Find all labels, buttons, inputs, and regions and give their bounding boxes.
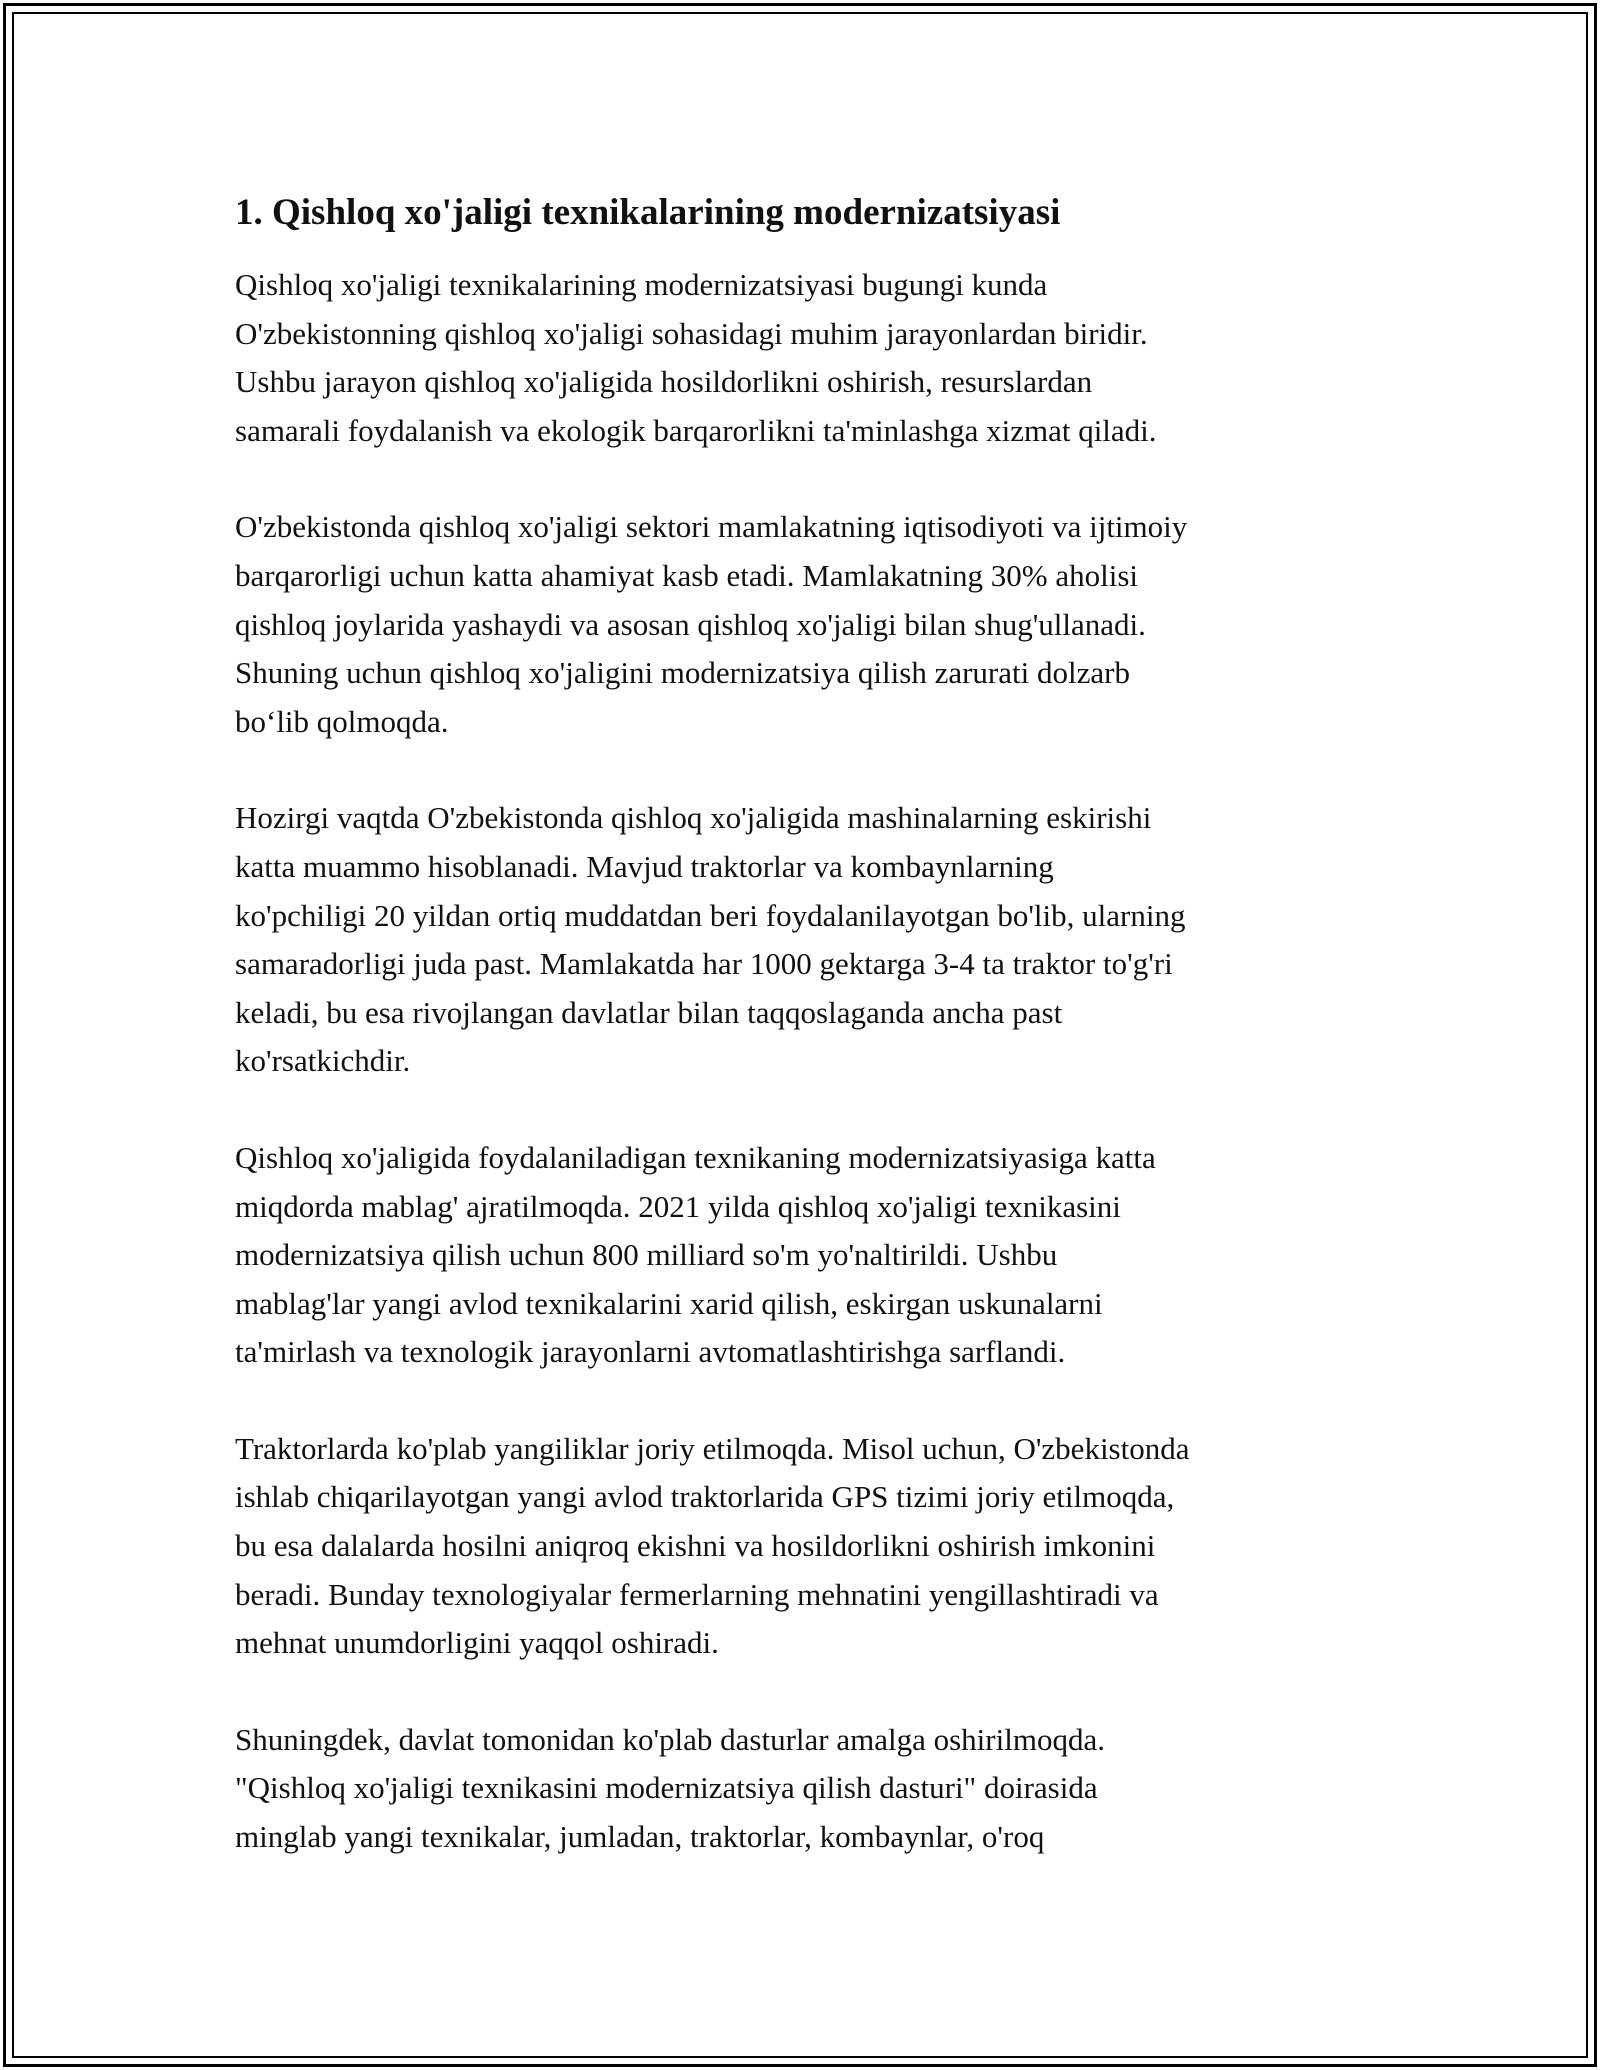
paragraph-4 [235, 1134, 1375, 1377]
text-line: Hozirgi vaqtda O'zbekistonda qishloq xo'jaligida mashinalarning eskirishi [235, 800, 1152, 836]
text-line: Shuning uchun qishloq xo'jaligini modernizatsiya qilish zarurati dolzarb [235, 655, 1130, 691]
section-title: 1. Qishloq xo'jaligi texnikalarining modernizatsiyasi [235, 192, 1061, 233]
text-line: modernizatsiya qilish uchun 800 milliard so'm yo'naltirildi. Ushbu [235, 1237, 1058, 1273]
paragraph-list [235, 261, 1375, 1862]
text-line: mehnat unumdorligini yaqqol oshiradi. [235, 1625, 719, 1661]
text-line: keladi, bu esa rivojlangan davlatlar bilan taqqoslaganda ancha past [235, 994, 1063, 1030]
paragraph-3 [235, 794, 1375, 1086]
text-line: minglab yangi texnikalar, jumladan, traktorlar, kombaynlar, o'roq [235, 1819, 1045, 1855]
text-line: miqdorda mablag' ajratilmoqda. 2021 yilda qishloq xo'jaligi texnikasini [235, 1188, 1121, 1224]
paragraph-1 [235, 261, 1375, 455]
text-line: samarali foydalanish va ekologik barqarorlikni ta'minlashga xizmat qiladi. [235, 412, 1157, 448]
text-line: bo‘lib qolmoqda. [235, 703, 449, 739]
text-line: katta muammo hisoblanadi. Mavjud traktorlar va kombaynlarning [235, 848, 1054, 884]
text-line: Traktorlarda ko'plab yangiliklar joriy etilmoqda. Misol uchun, O'zbekistonda [235, 1430, 1190, 1466]
text-line: barqarorligi uchun katta ahamiyat kasb etadi. Mamlakatning 30% aholisi [235, 557, 1139, 593]
text-line: ko'rsatkichdir. [235, 1043, 411, 1079]
text-line: Qishloq xo'jaligi texnikalarining modernizatsiyasi bugungi kunda [235, 267, 1048, 302]
text-line: mablag'lar yangi avlod texnikalarini xarid qilish, eskirgan uskunalarni [235, 1285, 1103, 1321]
paragraph-5 [235, 1425, 1375, 1668]
text-line: samaradorligi juda past. Mamlakatda har 1000 gektarga 3-4 ta traktor to'g'ri [235, 946, 1173, 982]
text-line: Shuningdek, davlat tomonidan ko'plab dasturlar amalga oshirilmoqda. [235, 1721, 1105, 1757]
text-line: Ushbu jarayon qishloq xo'jaligida hosildorlikni oshirish, resurslardan [235, 364, 1093, 400]
text-line: beradi. Bunday texnologiyalar fermerlarning mehnatini yengillashtiradi va [235, 1576, 1159, 1612]
text-line: ta'mirlash va texnologik jarayonlarni avtomatlashtirishga sarflandi. [235, 1334, 1066, 1370]
document-body [235, 187, 1375, 1910]
text-line: ko'pchiligi 20 yildan ortiq muddatdan beri foydalanilayotgan bo'lib, ularning [235, 897, 1186, 933]
text-line: O'zbekistonda qishloq xo'jaligi sektori mamlakatning iqtisodiyoti va ijtimoiy [235, 509, 1188, 545]
paragraph-2 [235, 503, 1375, 746]
text-line: bu esa dalalarda hosilni aniqroq ekishni va hosildorlikni oshirish imkonini [235, 1528, 1156, 1564]
text-line: "Qishloq xo'jaligi texnikasini modernizatsiya qilish dasturi" doirasida [235, 1770, 1098, 1806]
text-line: O'zbekistonning qishloq xo'jaligi sohasidagi muhim jarayonlardan biridir. [235, 315, 1148, 351]
text-line: qishloq joylarida yashaydi va asosan qishloq xo'jaligi bilan shug'ullanadi. [235, 606, 1146, 642]
text-line: Qishloq xo'jaligida foydalaniladigan texnikaning modernizatsiyasiga katta [235, 1139, 1156, 1175]
text-line: ishlab chiqarilayotgan yangi avlod traktorlarida GPS tizimi joriy etilmoqda, [235, 1479, 1175, 1515]
paragraph-6 [235, 1716, 1375, 1862]
